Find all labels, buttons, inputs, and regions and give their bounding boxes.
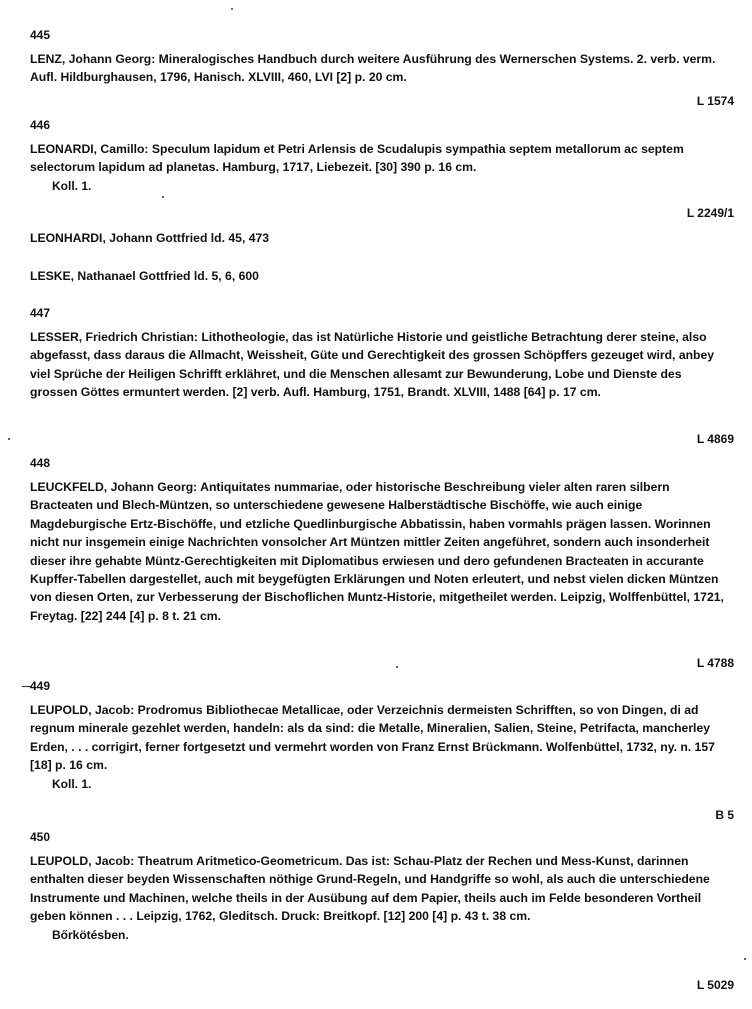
cross-reference-target: ld. 45, 473	[207, 231, 270, 245]
entry-description	[30, 140, 730, 177]
entry-number: 446	[30, 118, 51, 132]
entry-shelfmark: L 2249/1	[686, 206, 734, 220]
entry-author: LEUCKFELD, Johann Georg:	[30, 480, 198, 494]
entry-number: 450	[30, 830, 51, 844]
entry-number: 447	[30, 306, 51, 320]
entry-author: LEUPOLD, Jacob:	[30, 703, 135, 717]
entry-description	[30, 328, 730, 402]
entry-description	[30, 50, 730, 87]
entry-description	[30, 852, 730, 926]
entry-shelfmark: L 4788	[696, 656, 734, 670]
cross-reference-target: ld. 5, 6, 600	[190, 269, 259, 283]
entry-shelfmark: B 5	[715, 808, 734, 822]
catalog-entry-448	[30, 456, 730, 625]
scan-speck	[8, 438, 10, 440]
catalog-entry-447	[30, 306, 730, 402]
entry-shelfmark: L 1574	[696, 94, 734, 108]
scan-speck	[396, 666, 398, 668]
entry-number: 445	[30, 28, 51, 42]
catalog-entry-446	[30, 118, 730, 195]
catalog-entry-445	[30, 28, 730, 87]
entry-text: Mineralogisches Handbuch durch weitere Ausführung des Wernerschen Systems. 2. verb. verm. Aufl. Hildburghausen, 1796, Hanisch. XLVIII, 460, LVI [2] p. 20 cm.	[30, 52, 716, 85]
scan-speck	[162, 196, 164, 198]
entry-note: Bőrkötésben.	[52, 927, 129, 942]
entry-author: LENZ, Johann Georg:	[30, 52, 156, 66]
cross-reference	[30, 230, 269, 246]
scan-speck	[744, 958, 746, 960]
entry-author: LEUPOLD, Jacob:	[30, 854, 135, 868]
entry-number: 448	[30, 456, 51, 470]
entry-text: Antiquitates nummariae, oder historische Beschreibung vieler alten raren silbern Bracteaten und Blech-Müntzen, so unterschiedene gewesene Halberstädtische Bischöffe, wie auch einige Magdeburgische Ertz-Bischöffe, und etzliche Quedlinburgische Abbatissin, haben vormahls prägen lassen. Worinnen nicht nur insgemein einige Nachrichten vonsolcher Art Müntzen mittler Zeiten angeführet, sondern auch insonderheit dieser ihre gehabte Müntz-Gerechtigkeiten mit Diplomatibus erwiesen und dero gefundenen Bracteaten in accurante Kupffer-Tabellen dargestellet, auch mit beygefügten Erklärungen und Noten erleutert, und nebst vielen dicken Müntzen von diesen Orten, zur Verbesserung der Bischoflichen Muntz-Historie, mitgetheilet werden. Leipzig, Wolffenbüttel, 1721, Freytag. [22] 244 [4] p. 8 t. 21 cm.	[30, 480, 724, 623]
cross-reference-name: LESKE, Nathanael Gottfried	[30, 269, 191, 283]
entry-description	[30, 701, 730, 775]
scan-speck	[231, 8, 233, 10]
entry-text: Theatrum Aritmetico-Geometricum. Das ist: Schau-Platz der Rechen und Mess-Kunst, darinnen enthalten dieser beyden Wissenschaften nöthige Grund-Regeln, und Handgriffe so wohl, als auch die unterschiedene Instrumente und Machinen, welche theils in der Ausübung auf dem Papier, theils auch im Felde besonderen Vortheil geben können . . . Leipzig, 1762, Gleditsch. Druck: Breitkopf. [12] 200 [4] p. 43 t. 38 cm.	[30, 854, 710, 924]
entry-note: Koll. 1.	[52, 178, 92, 193]
entry-text: Speculum lapidum et Petri Arlensis de Scudalupis sympathia septem metallorum ac septem selectorum lapidum ad planetas. Hamburg, 1717, Liebezeit. [30] 390 p. 16 cm.	[30, 142, 684, 175]
entry-text: Lithotheologie, das ist Natürliche Historie und geistliche Betrachtung derer steine, also abgefasst, dass daraus die Allmacht, Weissheit, Güte und Gerechtigkeit des grossen Schöpffers gezeuget wird, anbey viel Sprüche der Heiligen Schrifft erklähret, und die Menschen allesamt zur Bewunderung, Lobe und Dienste des grossen Göttes ermuntert werden. [2] verb. Aufl. Hamburg, 1751, Brandt. XLVIII, 1488 [64] p. 17 cm.	[30, 330, 715, 400]
catalog-entry-449	[30, 679, 730, 793]
catalog-entry-450	[30, 830, 730, 944]
cross-reference-name: LEONHARDI, Johann Gottfried	[30, 231, 208, 245]
entry-note: Koll. 1.	[52, 776, 92, 791]
entry-text: Prodromus Bibliothecae Metallicae, oder Verzeichnis dermeisten Schrifften, so von Dingen, di ad regnum minerale gezehlet werden, handeln: als da sind: die Metalle, Mineralien, Salien, Steine, Petrifacta, mancherley Erden, . . . corrigirt, ferner fortgesetzt und vermehrt worden von Franz Ernst Brückmann. Wolfenbüttel, 1732, ny. n. 157 [18] p. 16 cm.	[30, 703, 715, 773]
cross-reference	[30, 268, 259, 284]
entry-shelfmark: L 5029	[696, 978, 734, 992]
entry-author: LEONARDI, Camillo:	[30, 142, 149, 156]
entry-description	[30, 478, 730, 625]
entry-number: 449	[30, 679, 51, 693]
entry-author: LESSER, Friedrich Christian:	[30, 330, 198, 344]
entry-shelfmark: L 4869	[696, 432, 734, 446]
